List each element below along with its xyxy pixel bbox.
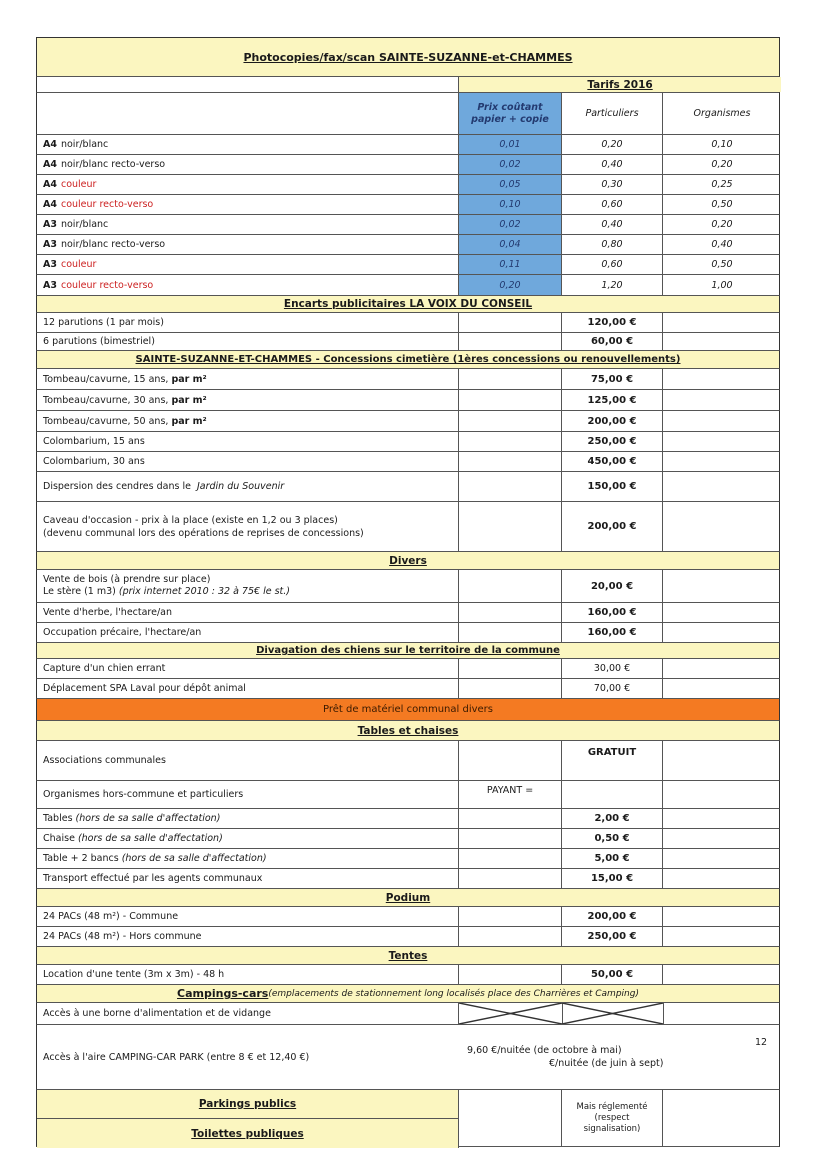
cost-price: 0,11	[459, 255, 562, 274]
encart-empty	[663, 313, 781, 332]
empty-cell	[459, 965, 562, 984]
aire-label: Accès à l'aire CAMPING-CAR PARK (entre 8 € et 12,40 €)	[43, 1051, 310, 1063]
aire-tarif	[467, 1025, 697, 1089]
empty-cell	[663, 809, 781, 828]
dispersion-row	[36, 472, 780, 502]
cimetiere-header-text: SAINTE-SUZANNE-ET-CHAMMES - Concessions cimetière (1ères concessions ou renouvellements)	[135, 354, 681, 365]
organismes-price: 0,50	[711, 259, 733, 270]
caveau-price: 200,00 €	[562, 502, 663, 551]
columbarium-row	[36, 432, 780, 452]
pret-item-label	[37, 829, 459, 848]
particuliers-price: 0,20	[562, 135, 663, 154]
bois-label	[37, 570, 459, 602]
empty-cell	[459, 623, 562, 642]
tombeau-price: 200,00 €	[562, 411, 663, 431]
bois-line2-text: Le stère (1 m3)	[43, 586, 119, 597]
column-header-particuliers: Particuliers	[562, 93, 663, 134]
paper-format: A3	[43, 279, 57, 291]
empty-cell	[663, 432, 781, 451]
tarifs-label: Tarifs 2016	[459, 77, 781, 92]
tombeau-label	[37, 369, 459, 389]
empty-cell	[663, 927, 781, 946]
empty-cell	[459, 741, 562, 780]
photocopy-row	[36, 175, 780, 195]
caveau-line1: Caveau d'occasion - prix à la place (existe en 1,2 ou 3 places)	[43, 514, 338, 526]
divers-label: Occupation précaire, l'hectare/an	[37, 623, 459, 642]
divers-price: 160,00 €	[562, 623, 663, 642]
tombeau-label	[37, 390, 459, 410]
empty-cell	[663, 570, 781, 602]
empty-cell	[663, 965, 781, 984]
pret-header-text: Prêt de matériel communal divers	[323, 704, 493, 715]
photocopy-row	[36, 275, 780, 296]
particuliers-price: 0,30	[562, 175, 663, 194]
photocopy-type: noir/blanc recto-verso	[60, 159, 166, 170]
columbarium-label: Colombarium, 30 ans	[37, 452, 459, 471]
parkings-label: Parkings publics	[37, 1090, 459, 1119]
pret-item-row	[36, 809, 780, 829]
divers-price: 160,00 €	[562, 603, 663, 622]
section-header-campings	[36, 985, 780, 1003]
pret-item-note: (hors de sa salle d'affectation)	[77, 833, 223, 844]
cost-price: 0,02	[459, 155, 562, 174]
aire-tarif-line2: €/nuitée (de juin à sept)	[549, 1058, 664, 1069]
dispersion-label	[37, 472, 459, 501]
pret-item-row	[36, 869, 780, 889]
photocopy-type: couleur recto-verso	[60, 279, 154, 291]
empty-cell	[459, 369, 562, 389]
organismes-price: 0,10	[711, 139, 733, 150]
tombeau-text: Tombeau/cavurne, 30 ans,	[43, 394, 172, 406]
section-header-encarts	[36, 296, 780, 313]
cost-price: 0,10	[459, 195, 562, 214]
section-header-podium	[36, 889, 780, 907]
empty-cell	[459, 432, 562, 451]
empty-cell	[663, 741, 781, 780]
empty-cell	[459, 411, 562, 431]
paper-format: A3	[43, 239, 57, 250]
empty-cell	[663, 452, 781, 471]
podium-label: 24 PACs (48 m²) - Commune	[37, 907, 459, 926]
pret-item-price: 5,00 €	[562, 849, 663, 868]
empty-cell	[663, 623, 781, 642]
dispersion-italic: Jardin du Souvenir	[196, 481, 285, 492]
pret-item-text: Tables	[43, 813, 76, 824]
empty-cell	[663, 1090, 781, 1146]
photocopy-row	[36, 255, 780, 275]
tarifs-row	[36, 77, 780, 93]
bois-line2-italic: (prix internet 2010 : 32 à 75€ le st.)	[118, 586, 290, 597]
photocopy-type: noir/blanc recto-verso	[60, 239, 166, 250]
column-header-organismes: Organismes	[693, 108, 751, 119]
pret-item-price: 15,00 €	[562, 869, 663, 888]
photocopy-row	[36, 235, 780, 255]
organismes-price: 0,50	[711, 199, 733, 210]
cost-price: 0,01	[459, 135, 562, 154]
empty-cell	[459, 603, 562, 622]
organismes-price: 0,20	[711, 159, 733, 170]
divers-label: Vente d'herbe, l'hectare/an	[37, 603, 459, 622]
organismes-price: 1,00	[711, 279, 733, 291]
divagation-header-text: Divagation des chiens sur le territoire de la commune	[256, 645, 560, 656]
parkings-toilettes-block	[36, 1089, 780, 1147]
podium-row	[36, 927, 780, 947]
bois-line2	[43, 586, 290, 598]
caveau-row	[36, 502, 780, 552]
assoc-price: GRATUIT	[562, 741, 663, 780]
empty-cell	[459, 849, 562, 868]
columbarium-price: 250,00 €	[562, 432, 663, 451]
empty-cell	[663, 907, 781, 926]
tables-header-text: Tables et chaises	[357, 724, 459, 737]
paper-format: A3	[43, 259, 57, 270]
organismes-row	[36, 781, 780, 809]
paper-format: A3	[43, 219, 57, 230]
cost-header-line1: Prix coûtant	[477, 101, 543, 113]
dispersion-text: Dispersion des cendres dans le	[43, 481, 191, 492]
photocopy-label	[37, 195, 459, 214]
section-header-tentes	[36, 947, 780, 965]
podium-row	[36, 907, 780, 927]
note-cell	[562, 1090, 663, 1146]
tarifs-empty-cell	[37, 77, 459, 92]
tombeau-unit: par m²	[171, 373, 207, 385]
column-header-empty	[37, 93, 459, 134]
empty-cell	[663, 502, 781, 551]
pret-item-note: (hors de sa salle d'affectation)	[75, 813, 221, 824]
empty-cell	[459, 570, 562, 602]
empty-cell	[459, 472, 562, 501]
particuliers-price: 0,60	[562, 255, 663, 274]
tente-label: Location d'une tente (3m x 3m) - 48 h	[37, 965, 459, 984]
particuliers-price: 0,80	[562, 235, 663, 254]
empty-cell	[459, 502, 562, 551]
tombeau-unit: par m²	[171, 394, 207, 406]
cost-price: 0,05	[459, 175, 562, 194]
aire-tarif-value: 12	[755, 1036, 768, 1048]
photocopy-label	[37, 235, 459, 254]
borne-label: Accès à une borne d'alimentation et de vidange	[37, 1003, 459, 1024]
cost-price: 0,02	[459, 215, 562, 234]
paper-format: A4	[43, 199, 57, 210]
note-line2: (respect	[594, 1112, 630, 1123]
empty-cell	[459, 659, 562, 678]
pret-item-label	[37, 809, 459, 828]
encart-empty	[663, 333, 781, 350]
section-header-pret	[36, 699, 780, 721]
empty-cell	[562, 781, 663, 808]
photocopy-label	[37, 215, 459, 234]
encarts-header-text: Encarts publicitaires LA VOIX DU CONSEIL	[283, 298, 533, 310]
pret-item-row	[36, 849, 780, 869]
divagation-label: Capture d'un chien errant	[37, 659, 459, 678]
tente-row	[36, 965, 780, 985]
particuliers-price: 0,60	[562, 195, 663, 214]
aire-tarif-line1: 9,60 €/nuitée (de octobre à mai)	[467, 1045, 622, 1056]
paper-format: A4	[43, 139, 57, 150]
borne-row	[36, 1003, 780, 1025]
empty-cell	[663, 472, 781, 501]
note-line3: signalisation)	[583, 1123, 641, 1134]
empty-cell	[459, 1090, 562, 1146]
podium-price: 200,00 €	[562, 907, 663, 926]
particuliers-price: 0,40	[562, 215, 663, 234]
toilettes-label: Toilettes publiques	[37, 1119, 459, 1148]
divagation-row	[36, 679, 780, 699]
podium-header-text: Podium	[385, 891, 431, 904]
column-header-row	[36, 93, 780, 135]
photocopy-label	[37, 155, 459, 174]
empty-cell	[459, 452, 562, 471]
aire-row	[36, 1025, 780, 1089]
divers-header-text: Divers	[389, 554, 427, 567]
empty-cell	[663, 369, 781, 389]
empty-cell	[459, 679, 562, 698]
empty-cell	[459, 390, 562, 410]
empty-cell	[663, 869, 781, 888]
encart-empty	[459, 333, 562, 350]
divagation-price: 30,00 €	[562, 659, 663, 678]
pret-item-price: 2,00 €	[562, 809, 663, 828]
page-title	[36, 37, 780, 77]
photocopy-label	[37, 255, 459, 274]
divers-row	[36, 603, 780, 623]
podium-label: 24 PACs (48 m²) - Hors commune	[37, 927, 459, 946]
encart-row	[36, 333, 780, 351]
assoc-row	[36, 741, 780, 781]
assoc-label: Associations communales	[37, 741, 459, 780]
photocopy-row	[36, 155, 780, 175]
organismes-price: 0,40	[711, 239, 733, 250]
paper-format: A4	[43, 159, 57, 170]
column-header-cost	[459, 93, 562, 134]
empty-cell	[663, 679, 781, 698]
note-line1: Mais réglementé	[576, 1101, 648, 1112]
cost-price: 0,04	[459, 235, 562, 254]
bois-price: 20,00 €	[562, 570, 663, 602]
organismes-price: 0,20	[711, 219, 733, 230]
crossed-cell	[459, 1003, 563, 1024]
empty-cell	[663, 603, 781, 622]
empty-cell	[663, 659, 781, 678]
bois-line1: Vente de bois (à prendre sur place)	[43, 574, 211, 585]
encart-price: 120,00 €	[562, 313, 663, 332]
tariff-sheet	[36, 37, 780, 1147]
empty-cell	[663, 781, 781, 808]
dispersion-price: 150,00 €	[562, 472, 663, 501]
divers-row	[36, 623, 780, 643]
pret-item-label	[37, 849, 459, 868]
tombeau-row	[36, 390, 780, 411]
podium-price: 250,00 €	[562, 927, 663, 946]
tombeau-row	[36, 369, 780, 390]
columbarium-row	[36, 452, 780, 472]
encart-label: 6 parutions (bimestriel)	[37, 333, 459, 350]
section-header-divers	[36, 552, 780, 570]
campings-header-bold: Campings-cars	[177, 987, 269, 1000]
photocopy-type: couleur	[60, 179, 97, 190]
pret-item-text: Table + 2 bancs	[43, 853, 122, 864]
photocopy-type: couleur	[60, 259, 97, 270]
tentes-header-text: Tentes	[388, 949, 428, 962]
tombeau-text: Tombeau/cavurne, 15 ans,	[43, 373, 172, 385]
organismes-label: Organismes hors-commune et particuliers	[37, 781, 459, 808]
payant-label: PAYANT =	[459, 781, 562, 808]
empty-cell	[663, 1003, 781, 1024]
empty-cell	[459, 809, 562, 828]
pret-item-text: Transport effectué par les agents communaux	[43, 873, 263, 884]
tombeau-row	[36, 411, 780, 432]
caveau-label	[37, 502, 459, 551]
photocopy-label	[37, 135, 459, 154]
columbarium-label: Colombarium, 15 ans	[37, 432, 459, 451]
crossed-cell	[562, 1003, 664, 1024]
empty-cell	[663, 849, 781, 868]
empty-cell	[459, 829, 562, 848]
page-title-text: Photocopies/fax/scan SAINTE-SUZANNE-et-CHAMMES	[243, 50, 573, 64]
empty-cell	[663, 829, 781, 848]
pret-item-row	[36, 829, 780, 849]
empty-cell	[459, 907, 562, 926]
photocopy-type: noir/blanc	[60, 219, 109, 230]
tombeau-price: 125,00 €	[562, 390, 663, 410]
encart-price: 60,00 €	[562, 333, 663, 350]
caveau-line2: (devenu communal lors des opérations de reprises de concessions)	[43, 527, 364, 539]
cost-header-line2: papier + copie	[471, 113, 549, 125]
particuliers-price: 1,20	[562, 275, 663, 295]
pret-item-label	[37, 869, 459, 888]
particuliers-price: 0,40	[562, 155, 663, 174]
photocopy-row	[36, 195, 780, 215]
divagation-price: 70,00 €	[562, 679, 663, 698]
tombeau-label	[37, 411, 459, 431]
encart-empty	[459, 313, 562, 332]
paper-format: A4	[43, 179, 57, 190]
columbarium-price: 450,00 €	[562, 452, 663, 471]
pret-item-text: Chaise	[43, 833, 78, 844]
photocopy-row	[36, 215, 780, 235]
empty-cell	[459, 869, 562, 888]
cost-price: 0,20	[459, 275, 562, 295]
tombeau-text: Tombeau/cavurne, 50 ans,	[43, 415, 172, 427]
encart-row	[36, 313, 780, 333]
encart-label: 12 parutions (1 par mois)	[37, 313, 459, 332]
tombeau-price: 75,00 €	[562, 369, 663, 389]
section-header-tables	[36, 721, 780, 741]
photocopy-type: couleur recto-verso	[60, 199, 154, 210]
photocopy-label	[37, 175, 459, 194]
section-header-divagation	[36, 643, 780, 659]
tombeau-unit: par m²	[171, 415, 207, 427]
empty-cell	[459, 927, 562, 946]
bois-row	[36, 570, 780, 603]
organismes-price: 0,25	[711, 179, 733, 190]
tente-price: 50,00 €	[562, 965, 663, 984]
divagation-row	[36, 659, 780, 679]
divagation-label: Déplacement SPA Laval pour dépôt animal	[37, 679, 459, 698]
section-header-cimetiere	[36, 351, 780, 369]
empty-cell	[663, 411, 781, 431]
pret-item-note: (hors de sa salle d'affectation)	[121, 853, 267, 864]
photocopy-row	[36, 135, 780, 155]
pret-item-price: 0,50 €	[562, 829, 663, 848]
photocopy-label	[37, 275, 459, 295]
empty-cell	[663, 390, 781, 410]
campings-header-italic: (emplacements de stationnement long localisés place des Charrières et Camping)	[268, 988, 639, 999]
photocopy-type: noir/blanc	[60, 139, 109, 150]
